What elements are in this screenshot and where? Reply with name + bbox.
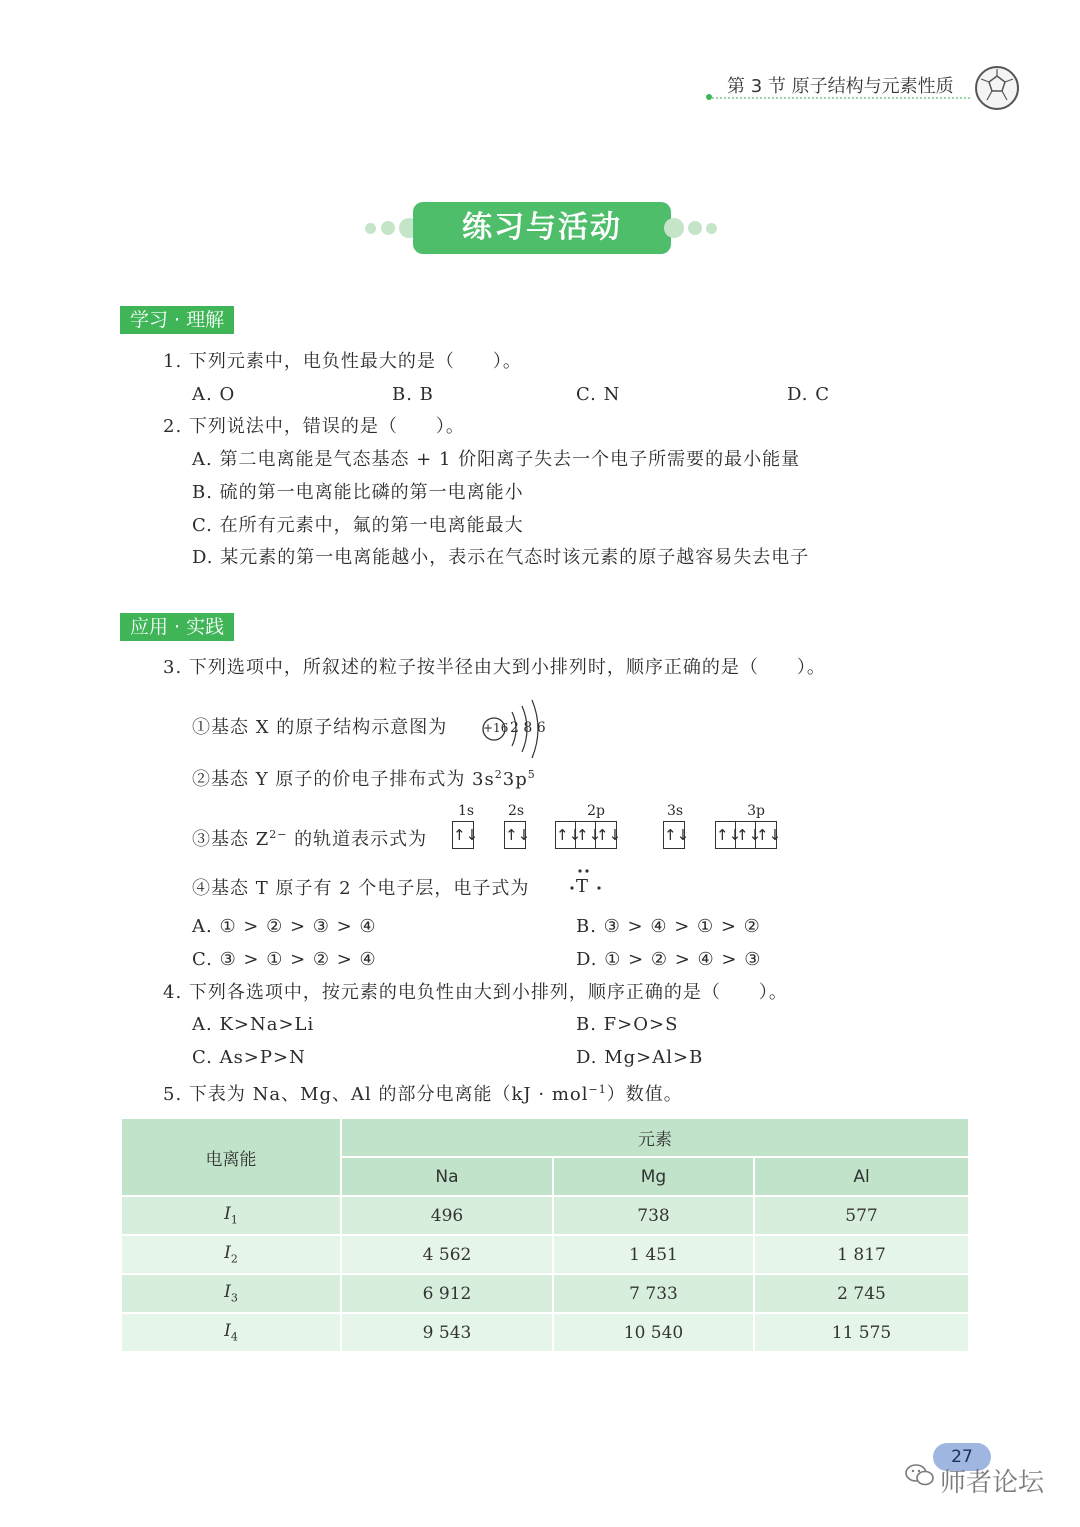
row-label: $I_1$	[121, 1196, 341, 1235]
table-row	[121, 1274, 969, 1313]
table-cell: 7 733	[553, 1274, 754, 1313]
table-cell: 577	[754, 1196, 969, 1235]
orbital-2p: ↑↓↑↓↑↓	[555, 821, 617, 849]
q3-option-b: B. ③ > ④ > ① > ②	[576, 916, 761, 937]
q1-option-a: A. O	[192, 384, 236, 405]
q1-option-d: D. C	[787, 384, 831, 405]
ionization-energy-table	[120, 1117, 970, 1353]
decor-dot	[381, 221, 395, 235]
table-header-al: Al	[754, 1157, 969, 1196]
q4-option-a: A. K>Na>Li	[192, 1014, 315, 1035]
table-header-mg: Mg	[553, 1157, 754, 1196]
table-cell: 4 562	[341, 1235, 553, 1274]
row-label: $I_3$	[121, 1274, 341, 1313]
table-cell: 6 912	[341, 1274, 553, 1313]
football-molecule-icon	[975, 66, 1019, 110]
table-cell: 11 575	[754, 1313, 969, 1352]
q3-option-d: D. ① > ② > ④ > ③	[576, 949, 762, 970]
table-group-header: 元素	[341, 1118, 969, 1157]
decor-dot	[688, 221, 702, 235]
table-cell: 496	[341, 1196, 553, 1235]
q4-option-d: D. Mg>Al>B	[576, 1047, 704, 1068]
table-cell: 2 745	[754, 1274, 969, 1313]
orbital-label-3p: 3p	[747, 803, 765, 819]
section-label-practice: 应用 · 实践	[120, 613, 234, 641]
q5-stem: 5. 下表为 Na、Mg、Al 的部分电离能（kJ · mol$^{-1}$）数值。	[163, 1083, 683, 1105]
electron-dot-formula	[568, 866, 608, 902]
atomic-structure-diagram	[480, 698, 550, 760]
q4-stem: 4. 下列各选项中，按元素的电负性由大到小排列，顺序正确的是（ ）。	[163, 982, 788, 1003]
orbital-3p: ↑↓↑↓↑↓	[715, 821, 777, 849]
element-symbol-t: T	[576, 876, 589, 897]
orbital-2s: ↑↓	[504, 821, 526, 849]
table-col-header: 电离能	[121, 1118, 341, 1196]
decor-dot	[365, 223, 376, 234]
orbital-label-3s: 3s	[666, 803, 684, 819]
table-cell: 738	[553, 1196, 754, 1235]
table-cell: 1 817	[754, 1235, 969, 1274]
chapter-section-label: 第 3 节 原子结构与元素性质	[727, 76, 954, 97]
row-label: $I_4$	[121, 1313, 341, 1352]
header-divider	[708, 97, 970, 99]
row-label: $I_2$	[121, 1235, 341, 1274]
q3-item3: ③基态 $Z^{2-}$ 的轨道表示式为	[192, 828, 428, 850]
orbital-label-2s: 2s	[507, 803, 525, 819]
table-cell: 1 451	[553, 1235, 754, 1274]
nucleus-charge: +16	[483, 721, 509, 735]
wechat-icon	[905, 1462, 935, 1488]
table-row	[121, 1235, 969, 1274]
q2-option-a: A. 第二电离能是气态基态 + 1 价阳离子失去一个电子所需要的最小能量	[192, 449, 801, 470]
q2-option-b: B. 硫的第一电离能比磷的第一电离能小	[192, 482, 524, 503]
decor-dot	[706, 223, 717, 234]
q2-stem: 2. 下列说法中，错误的是（ ）。	[163, 416, 465, 437]
section-label-study: 学习 · 理解	[120, 306, 234, 334]
orbital-1s: ↑↓	[452, 821, 474, 849]
page-number: 27	[933, 1443, 991, 1471]
q4-option-c: C. As>P>N	[192, 1047, 306, 1068]
q3-option-a: A. ① > ② > ③ > ④	[192, 916, 377, 937]
q2-option-c: C. 在所有元素中，氟的第一电离能最大	[192, 515, 524, 536]
table-row	[121, 1313, 969, 1352]
orbital-label-2p: 2p	[587, 803, 605, 819]
header-dot	[706, 94, 712, 100]
table-row	[121, 1196, 969, 1235]
q4-option-b: B. F>O>S	[576, 1014, 679, 1035]
table-cell: 9 543	[341, 1313, 553, 1352]
table-header-na: Na	[341, 1157, 553, 1196]
q1-option-b: B. B	[392, 384, 434, 405]
q3-option-c: C. ③ > ① > ② > ④	[192, 949, 377, 970]
orbital-3s: ↑↓	[663, 821, 685, 849]
q3-stem: 3. 下列选项中，所叙述的粒子按半径由大到小排列时，顺序正确的是（ ）。	[163, 657, 826, 678]
q3-item4: ④基态 T 原子有 2 个电子层，电子式为	[192, 878, 530, 899]
electron-shells: 2 8 6	[510, 720, 546, 736]
q1-stem: 1. 下列元素中，电负性最大的是（ ）。	[163, 351, 522, 372]
q2-option-d: D. 某元素的第一电离能越小，表示在气态时该元素的原子越容易失去电子	[192, 547, 810, 568]
orbital-label-1s: 1s	[457, 803, 475, 819]
page-title: 练习与活动	[413, 202, 671, 254]
watermark-text: 师者论坛	[940, 1468, 1045, 1498]
decor-dot	[664, 218, 684, 238]
q3-item1: ①基态 X 的原子结构示意图为	[192, 717, 448, 738]
table-cell: 10 540	[553, 1313, 754, 1352]
q1-option-c: C. N	[576, 384, 621, 405]
q3-item2: ②基态 Y 原子的价电子排布式为 $3s^23p^5$	[192, 768, 536, 790]
